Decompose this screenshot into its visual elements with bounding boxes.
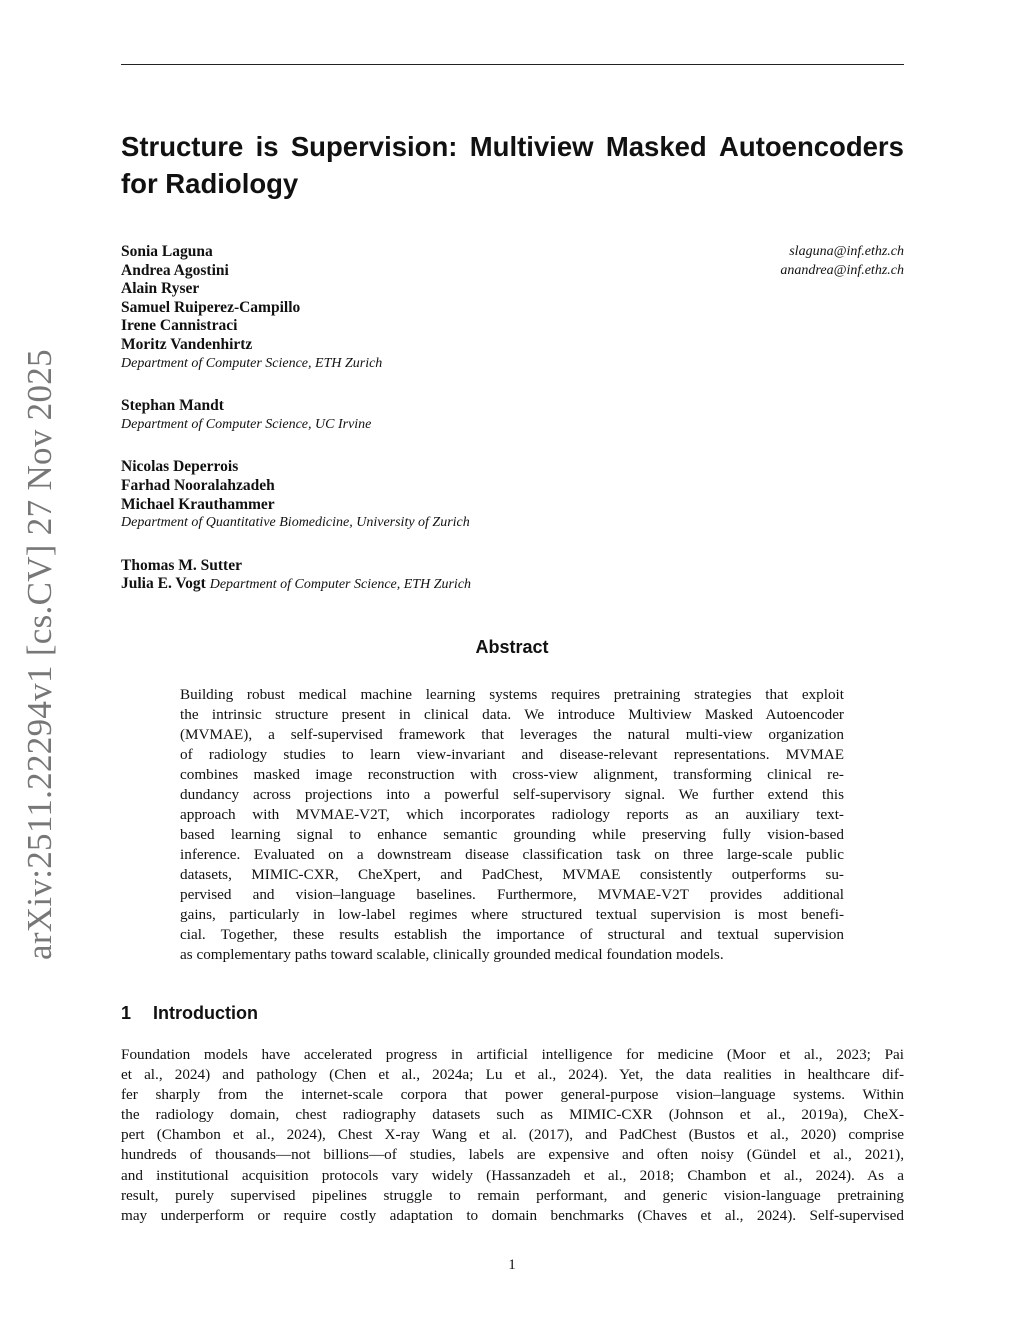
title-word: Masked [605,131,707,162]
abstract-body [180,685,844,965]
author-affiliation: Department of Computer Science, UC Irvine [121,416,372,432]
author-name: Thomas M. Sutter [121,556,242,574]
page-number: 1 [508,1257,516,1273]
body-line: the radiology domain, chest radiography datasets such as MIMIC-CXR (Johnson et al., 2019a), CheX- [121,1106,904,1124]
author-affiliation: Department of Computer Science, ETH Zurich [209,577,472,593]
section-heading [121,1003,258,1024]
author-name: Farhad Nooralahzadeh [121,476,275,494]
author-name: Stephan Mandt [121,397,224,415]
title-word: is [255,131,279,162]
author-block [121,243,904,619]
arxiv-identifier: arXiv:2511.22294v1 [cs.CV] 27 Nov 2025 [20,349,59,960]
abstract-line: Building robust medical machine learning systems requires pretraining strategies that exploit [180,686,844,703]
abstract-line: pervised and vision–language baselines. Furthermore, MVMAE-V2T provides additional [180,886,844,903]
abstract-line: combines masked image reconstruction with cross-view alignment, transforming clinical re- [180,766,844,783]
abstract-line: dundancy across projections into a powerful self-supervisory signal. We further extend this [180,786,844,803]
author-name: Nicolas Deperrois [121,458,239,476]
paper-title [121,128,911,202]
title-word: Structure [121,131,244,162]
title-word: Supervision: [290,131,458,162]
title-line-2: for Radiology [121,168,299,199]
author-name: Julia E. Vogt [121,575,206,593]
body-line: fer sharply from the internet-scale corpora that power general-purpose vision–language systems. Within [121,1086,904,1104]
author-line [121,575,904,595]
body-line: result, purely supervised pipelines struggle to remain performant, and generic vision-language pretraining [121,1186,904,1204]
abstract-line: cial. Together, these results establish the importance of structural and textual supervision [180,926,844,943]
body-line: pert (Chambon et al., 2024), Chest X-ray Wang et al. (2017), and PadChest (Bustos et al., 2020) comprise [121,1126,904,1144]
author-name: Michael Krauthammer [121,495,275,513]
author-name: Alain Ryser [121,280,200,298]
abstract-line: the intrinsic structure present in clinical data. We introduce Multiview Masked Autoencoder [180,706,844,723]
body-line: may underperform or require costly adaptation to domain benchmarks (Chaves et al., 2024). Self-supervised [121,1206,904,1224]
body-line: Foundation models have accelerated progress in artificial intelligence for medicine (Moor et al., 2023; Pai [121,1046,904,1063]
body-line: and institutional acquisition protocols vary widely (Hassanzadeh et al., 2018; Chambon et al., 2024). As a [121,1166,904,1184]
abstract-line: gains, particularly in low-label regimes where structured textual supervision is most benefi- [180,906,844,923]
title-word: Autoencoders [719,131,904,162]
abstract-line: (MVMAE), a self-supervised framework that leverages the natural multi-view organization [180,726,844,743]
author-name: Irene Cannistraci [121,317,238,335]
abstract-line: based learning signal to enhance semantic grounding while preserving fully vision-based [180,826,844,843]
author-affiliation: Department of Quantitative Biomedicine, University of Zurich [121,515,470,531]
title-word: Multiview [469,131,594,162]
author-group [121,557,904,595]
author-name: Andrea Agostini [121,261,229,279]
abstract-line: datasets, MIMIC-CXR, CheXpert, and PadChest, MVMAE consistently outperforms su- [180,866,844,883]
author-name: Moritz Vandenhirtz [121,335,253,353]
abstract-heading: Abstract [475,637,549,657]
section-number: 1 [121,1003,132,1023]
header-rule [121,64,904,65]
title-line-1 [121,128,904,165]
abstract-line: approach with MVMAE-V2T, which incorporates radiology reports as an auxiliary text- [180,806,844,823]
body-line: hundreds of thousands—not billions—of studies, labels are expensive and often noisy (Gündel et al., 2021), [121,1146,904,1164]
author-emails [780,243,904,280]
abstract-line: as complementary paths toward scalable, clinically grounded medical foundation models. [180,946,724,963]
abstract-line: of radiology studies to learn view-invariant and disease-relevant representations. MVMAE [180,746,844,763]
body-line: et al., 2024) and pathology (Chen et al., 2024a; Lu et al., 2024). Yet, the data realities in healthcare dif- [121,1066,904,1084]
author-group [121,397,904,434]
abstract-line: inference. Evaluated on a downstream disease classification task on three large-scale public [180,846,844,863]
author-name: Sonia Laguna [121,243,213,260]
author-group [121,458,904,532]
email-address[interactable]: anandrea@inf.ethz.ch [780,262,904,278]
email-address[interactable]: slaguna@inf.ethz.ch [789,244,904,259]
introduction-body [121,1045,904,1226]
section-title: Introduction [153,1003,258,1023]
author-affiliation: Department of Computer Science, ETH Zurich [121,355,383,371]
author-name: Samuel Ruiperez-Campillo [121,298,301,316]
